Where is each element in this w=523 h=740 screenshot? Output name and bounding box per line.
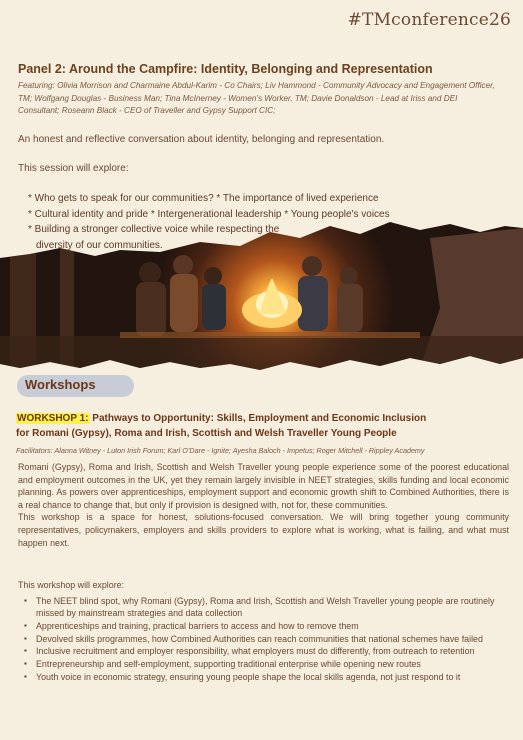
workshop1-paragraph: Romani (Gypsy), Roma and Irish, Scottish and Welsh Traveller young people experience some of the poorest educational and employment outcomes in the UK, yet they remain largely invisible in NEET strategies, skills funding and local economic planning. As powers over apprenticeships, employment support and economic growth shift to Combined Authorities, there is a real chance to change that, but only if provision is designed with, not for, these communities. [18,462,509,510]
conference-hashtag: #TMconference26 [347,10,511,30]
workshop1-explore-label: This workshop will explore: [18,580,125,590]
workshop1-bullets [24,595,504,683]
workshop1-facilitators: Facilitators: Alanna Witney - Luton Irish Forum; Karl O’Dare - Ignite; Ayesha Baloch - Impetus; Roger Mitchell - Rippley Academy [16,446,425,455]
list-item: ▪ The NEET blind spot, why Romani (Gypsy), Roma and Irish, Scottish and Welsh Traveller young people are routinely missed by mainstream strategies and data collection [24,595,504,619]
list-item: ▪ Youth voice in economic strategy, ensuring young people shape the local skills agenda, not just respond to it [24,671,504,683]
workshop1-title-line1: Pathways to Opportunity: Skills, Employment and Economic Inclusion [89,413,427,424]
workshop1-title [16,411,516,441]
workshops-heading: Workshops [25,377,96,392]
workshop1-description [18,461,509,549]
panel-bullet-line: * Cultural identity and pride * Intergenerational leadership * Young people's voices [28,208,390,220]
panel-title: Panel 2: Around the Campfire: Identity, Belonging and Representation [18,62,433,76]
panel-featuring: Featuring: Olivia Morrison and Charmaine Abdul-Karim - Co Chairs; Liv Hammond - Community Advocacy and Engagement Officer, TM; Wolfgang Douglas - Business Man; Tina McInerney - Women’s Worker, TM; Davie Donaldson - Lead at Iriss and DEI Consultant; Roseann Black - CEO of Traveller and Gypsy Support CIC; [18,81,495,115]
workshop1-label: WORKSHOP 1: [17,413,89,424]
panel-bullet-line: * Building a stronger collective voice while respecting the [28,224,280,235]
workshop1-paragraph: This workshop is a space for honest, solutions-focused conversation. We will bring together young community representatives, policymakers, employers and skills providers to explore what is working, what is failing, and what must happen next. [18,512,509,548]
panel-bullet-line: * Who gets to speak for our communities? * The importance of lived experience [28,193,379,204]
panel-bullet-line: diversity of our communities. [36,239,163,251]
panel-intro: An honest and reflective conversation about identity, belonging and representation. [18,134,385,145]
list-item: ▪ Inclusive recruitment and employer responsibility, what employers must do differently, from outreach to retention [24,645,504,657]
panel-explore-label: This session will explore: [18,163,129,174]
list-item: ▪ Devolved skills programmes, how Combined Authorities can reach communities that national schemes have failed [24,633,504,645]
campfire-photo [0,218,523,373]
list-item: ▪ Apprenticeships and training, practical barriers to access and how to remove them [24,620,504,632]
workshop1-title-line2: for Romani (Gypsy), Roma and Irish, Scottish and Welsh Traveller Young People [16,428,397,439]
list-item: ▪ Entrepreneurship and self-employment, supporting traditional enterprise while opening new routes [24,658,504,670]
